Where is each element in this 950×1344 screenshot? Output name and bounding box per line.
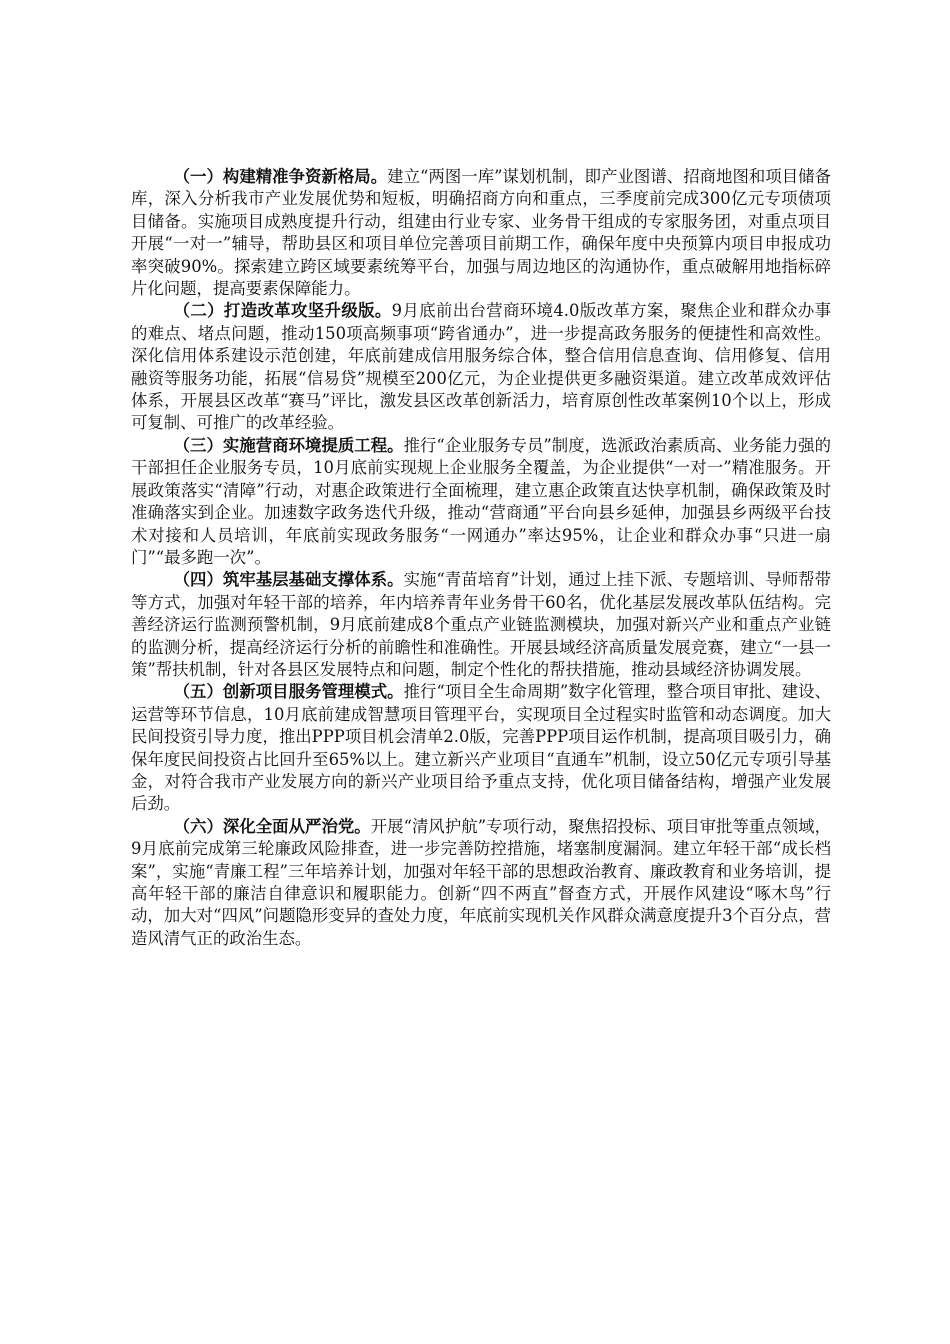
section-4-heading: （四）筑牢基层基础支撑体系。 (173, 570, 404, 590)
section-2-text: 9月底前出台营商环境4.0版改革方案，聚焦企业和群众办事的难点、堵点问题，推动150项高频事项“跨省通办”，进一步提高政务服务的便捷性和高效性。深化信用体系建设示范创建，年底前建成信用服务综合体，整合信用信息查询、信用修复、信用融资等服务功能，拓展“信易贷”规模至200亿元，为企业提供更多融资渠道。建立改革成效评估体系，开展县区改革“赛马”评比，激发县区改革创新活力，培育原创性改革案例10个以上，形成可复制、可推广的改革经验。 (131, 301, 831, 433)
section-6-paragraph (131, 816, 831, 950)
section-2-heading: （二）打造改革攻坚升级版。 (173, 301, 392, 321)
section-3-paragraph (131, 435, 831, 569)
section-5-paragraph (131, 681, 831, 815)
section-3-text: 推行“企业服务专员”制度，选派政治素质高、业务能力强的干部担任企业服务专员，10月底前实现规上企业服务全覆盖，为企业提供“一对一”精准服务。开展政策落实“清障”行动，对惠企政策进行全面梳理，建立惠企政策直达快享机制，确保政策及时准确落实到企业。加速数字政务迭代升级，推动“营商通”平台向县乡延伸，加强县乡两级平台技术对接和人员培训，年底前实现政务服务“一网通办”率达95%，让企业和群众办事“只进一扇门”“最多跑一次”。 (131, 435, 831, 567)
section-3-heading: （三）实施营商环境提质工程。 (173, 435, 404, 455)
section-6-heading: （六）深化全面从严治党。 (173, 816, 371, 836)
section-5-heading: （五）创新项目服务管理模式。 (173, 682, 404, 702)
section-2-paragraph (131, 300, 831, 434)
section-1-paragraph (131, 166, 831, 300)
section-6-text: 开展“清风护航”专项行动，聚焦招投标、项目审批等重点领域，9月底前完成第三轮廉政风险排查，进一步完善防控措施，堵塞制度漏洞。建立年轻干部“成长档案”，实施“青廉工程”三年培养计划，加强对年轻干部的思想政治教育、廉政教育和业务培训，提高年轻干部的廉洁自律意识和履职能力。创新“四不两直”督查方式，开展作风建设“啄木鸟”行动，加大对“四风”问题隐形变异的查处力度，年底前实现机关作风群众满意度提升3个百分点，营造风清气正的政治生态。 (131, 816, 832, 948)
section-4-text: 实施“青苗培育”计划，通过上挂下派、专题培训、导师帮带等方式，加强对年轻干部的培养，年内培养青年业务骨干60名，优化基层发展改革队伍结构。完善经济运行监测预警机制，9月底前建成8个重点产业链监测模块，加强对新兴产业和重点产业链的监测分析，提高经济运行分析的前瞻性和准确性。开展县域经济高质量发展竞赛，建立“一县一策”帮扶机制，针对各县区发展特点和问题，制定个性化的帮扶措施，推动县域经济协调发展。 (131, 570, 831, 679)
section-4-paragraph (131, 569, 831, 681)
document-body (131, 166, 831, 950)
section-1-text: 建立“两图一库”谋划机制，即产业图谱、招商地图和项目储备库，深入分析我市产业发展优势和短板，明确招商方向和重点，三季度前完成300亿元专项债项目储备。实施项目成熟度提升行动，组建由行业专家、业务骨干组成的专家服务团，对重点项目开展“一对一”辅导，帮助县区和项目单位完善项目前期工作，确保年度中央预算内项目申报成功率突破90%。探索建立跨区域要素统筹平台，加强与周边地区的沟通协作，重点破解用地指标碎片化问题，提高要素保障能力。 (131, 167, 831, 299)
section-1-heading: （一）构建精准争资新格局。 (173, 167, 388, 186)
section-5-text: 推行“项目全生命周期”数字化管理，整合项目审批、建设、运营等环节信息，10月底前建成智慧项目管理平台，实现项目全过程实时监管和动态调度。加大民间投资引导力度，推出PPP项目机会清单2.0版，完善PPP项目运作机制，提高项目吸引力，确保年度民间投资占比回升至65%以上。建立新兴产业项目“直通车”机制，设立50亿元专项引导基金，对符合我市产业发展方向的新兴产业项目给予重点支持，优化项目储备结构，增强产业发展后劲。 (131, 682, 831, 814)
